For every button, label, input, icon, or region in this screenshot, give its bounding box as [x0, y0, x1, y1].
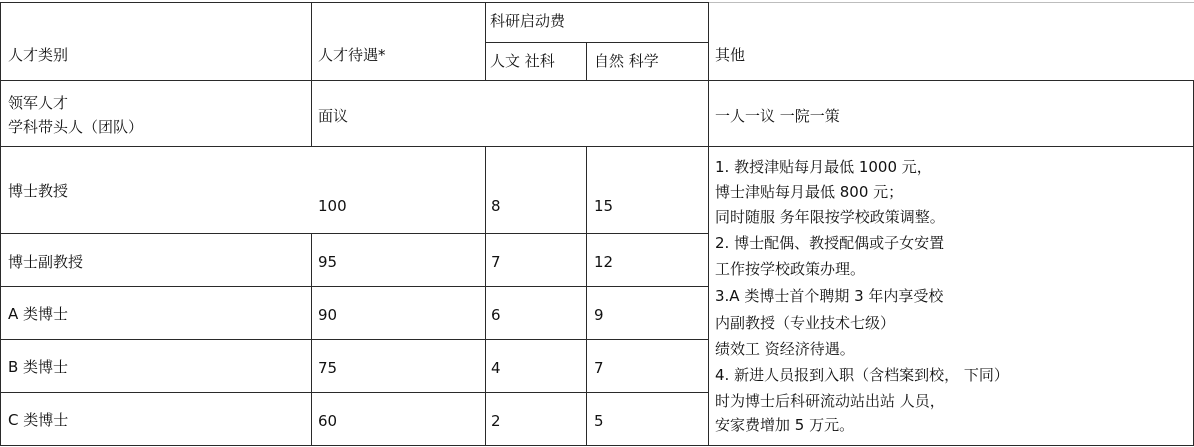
- notes-line: 3.A 类博士首个聘期 3 年内享受校: [715, 287, 944, 305]
- row-treatment: 75: [318, 359, 338, 377]
- row-divider: [0, 286, 708, 287]
- row-natural: 12: [594, 253, 614, 271]
- column-divider: [485, 146, 486, 446]
- row-category: C 类博士: [8, 411, 69, 429]
- notes-line: 博士津贴每月最低 800 元；: [715, 183, 904, 201]
- leaders-other: 一人一议 一院一策: [715, 107, 840, 125]
- row-treatment: 100: [318, 197, 347, 215]
- notes-line: 工作按学校政策办理。: [715, 260, 866, 278]
- row-treatment: 60: [318, 412, 338, 430]
- row-treatment: 90: [318, 306, 338, 324]
- row-category: B 类博士: [8, 358, 69, 376]
- header-natural: 自然 科学: [594, 52, 659, 70]
- header-other: 其他: [715, 46, 746, 64]
- leaders-category-line2: 学科带头人（团队）: [8, 118, 144, 136]
- notes-line: 时为博士后科研流动站出站 人员，: [715, 392, 945, 410]
- table-border-top: [0, 2, 708, 3]
- notes-line: 内副教授（专业技术七级）: [715, 314, 896, 332]
- column-divider: [311, 233, 312, 446]
- table-border-top-other: [708, 2, 1194, 3]
- row-divider: [0, 392, 708, 393]
- notes-line: 2. 博士配偶、教授配偶或子女安置: [715, 234, 945, 252]
- table-border-left: [0, 2, 1, 446]
- row-category: 博士教授: [8, 182, 69, 200]
- notes-line: 安家费增加 5 万元。: [715, 416, 855, 434]
- row-divider: [0, 339, 708, 340]
- column-divider: [586, 42, 587, 81]
- leaders-treatment: 面议: [318, 107, 349, 125]
- funding-header-divider: [485, 42, 708, 43]
- row-natural: 9: [594, 306, 604, 324]
- row-category: A 类博士: [8, 305, 69, 323]
- column-divider: [485, 2, 486, 81]
- notes-line: 绩效工 资经济待遇。: [715, 340, 855, 358]
- row-treatment: 95: [318, 253, 338, 271]
- header-category: 人才类别: [8, 46, 69, 64]
- column-divider: [311, 2, 312, 147]
- table-border-bottom: [0, 445, 1194, 446]
- header-treatment: 人才待遇*: [318, 46, 386, 64]
- row-category: 博士副教授: [8, 253, 84, 271]
- row-humanities: 6: [491, 306, 501, 324]
- header-funding: 科研启动费: [490, 12, 566, 30]
- row-divider: [0, 233, 708, 234]
- column-divider: [586, 146, 587, 446]
- notes-line: 4. 新进人员报到入职（含档案到校， 下同）: [715, 366, 1009, 384]
- row-humanities: 2: [491, 412, 501, 430]
- column-divider: [708, 2, 709, 446]
- row-humanities: 4: [491, 359, 501, 377]
- leaders-category-line1: 领军人才: [8, 94, 69, 112]
- notes-line: 1. 教授津贴每月最低 1000 元，: [715, 158, 932, 176]
- notes-line: 同时随服 务年限按学校政策调整。: [715, 208, 945, 226]
- row-natural: 15: [594, 197, 614, 215]
- row-natural: 5: [594, 412, 604, 430]
- row-natural: 7: [594, 359, 604, 377]
- row-humanities: 7: [491, 253, 501, 271]
- header-humanities: 人文 社科: [490, 52, 555, 70]
- row-humanities: 8: [491, 197, 501, 215]
- header-divider: [0, 80, 1194, 81]
- leaders-divider: [0, 146, 1194, 147]
